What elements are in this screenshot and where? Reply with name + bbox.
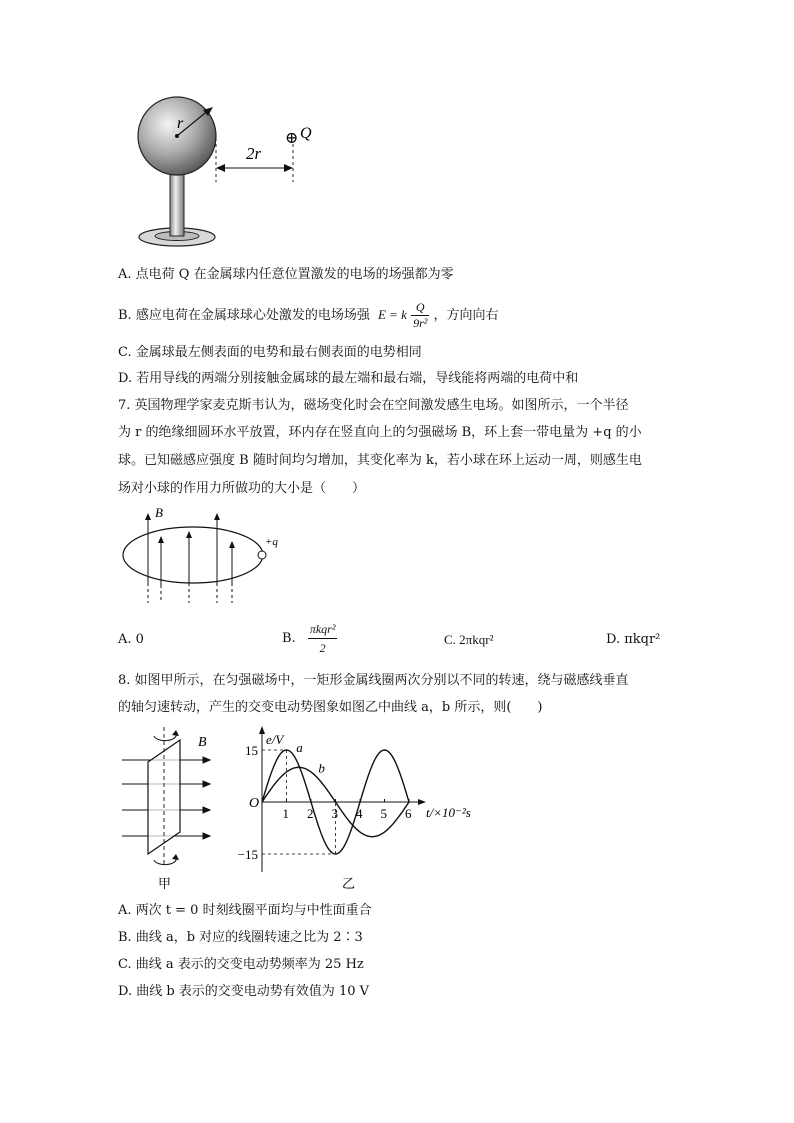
q6-option-b-fraction-num: Q xyxy=(411,300,429,316)
x-tick-label: 5 xyxy=(380,806,387,821)
series-b-label: b xyxy=(318,760,325,776)
q7-option-b-fraction xyxy=(308,620,338,657)
q7-stem-line2: 为 r 的绝缘细圆环水平放置，环内存在竖直向上的匀强磁场 B，环上套一带电量为 +q 的小 xyxy=(118,425,642,440)
q7-stem-line4: 场对小球的作用力所做功的大小是（ ） xyxy=(118,481,366,496)
q6-option-b-suffix: ，方向向右 xyxy=(433,308,499,323)
q6-option-c: C. 金属球最左侧表面的电势和最右侧表面的电势相同 xyxy=(118,345,422,360)
q8-stem-line1: 8. 如图甲所示，在匀强磁场中，一矩形金属线圈两次分别以不同的转速，绕与磁感线垂直 xyxy=(118,673,629,688)
q7-stem-line1: 7. 英国物理学家麦克斯韦认为，磁场变化时会在空间激发感生电场。如图所示，一个半径 xyxy=(118,398,629,413)
q6-option-b xyxy=(118,300,499,331)
point-charge-symbol: ⊕ xyxy=(285,130,299,147)
q6-option-b-prefix: B. 感应电荷在金属球球心处激发的电场场强 xyxy=(118,308,370,323)
q8-option-d: D. 曲线 b 表示的交变电动势有效值为 10 V xyxy=(118,984,370,999)
x-tick-label: 2 xyxy=(307,806,314,821)
ring-figure xyxy=(115,505,295,605)
coil-b-label: B xyxy=(198,735,207,750)
y-axis-arrowhead xyxy=(259,726,265,734)
charge-label: +q xyxy=(265,536,278,548)
q6-option-d: D. 若用导线的两端分别接触金属球的最左端和最右端，导线能将两端的电荷中和 xyxy=(118,371,579,386)
q8-option-b: B. 曲线 a，b 对应的线圈转速之比为 2∶3 xyxy=(118,930,363,945)
q8-option-c: C. 曲线 a 表示的交变电动势频率为 25 Hz xyxy=(118,957,364,972)
distance-arrowhead-right xyxy=(284,164,293,172)
distance-label: 2r xyxy=(246,144,262,163)
radius-label: r xyxy=(177,115,184,132)
q7-stem-line3: 球。已知磁感应强度 B 随时间均匀增加，其变化率为 k，若小球在环上运动一周，则感生电 xyxy=(118,453,642,468)
x-tick-label: 4 xyxy=(356,806,363,821)
figure-jia-label: 甲 xyxy=(158,876,172,891)
q6-option-b-fraction-den: 9r² xyxy=(413,316,428,330)
q7-option-b-label: B. xyxy=(282,631,296,646)
x-tick-label: 1 xyxy=(282,806,289,821)
q7-option-b-num: πkqr² xyxy=(308,620,338,639)
x-axis-arrowhead xyxy=(418,799,426,805)
rotation-arrowhead-top xyxy=(172,730,179,736)
q8-stem-line2: 的轴匀速转动，产生的交变电动势图象如图乙中曲线 a，b 所示，则( ) xyxy=(118,700,543,715)
x-axis-label: t/×10⁻²s xyxy=(426,805,471,820)
emf-chart xyxy=(230,722,490,894)
series-a-label: a xyxy=(296,740,303,755)
q7-option-d: D. πkqr² xyxy=(606,632,661,647)
x-tick-label: 3 xyxy=(331,806,338,821)
distance-arrowhead-left xyxy=(216,164,225,172)
ring-b-label: B xyxy=(155,505,163,520)
x-tick-label: 6 xyxy=(405,806,412,821)
q6-option-b-formula-left: E = k xyxy=(377,307,407,322)
q8-option-a: A. 两次 t = 0 时刻线圈平面均与中性面重合 xyxy=(118,903,372,918)
insulating-ring xyxy=(123,527,263,583)
q7-option-b xyxy=(282,620,337,657)
charged-ball xyxy=(258,551,266,559)
q6-option-b-fraction xyxy=(411,300,429,331)
figure-yi-label: 乙 xyxy=(342,876,356,891)
y-tick-label: 15 xyxy=(245,743,258,758)
q7-option-b-den: 2 xyxy=(319,641,326,655)
origin-label: O xyxy=(249,796,260,811)
q7-option-c: C. 2πkqr² xyxy=(444,632,494,647)
sphere-figure xyxy=(130,90,340,255)
y-tick-label: −15 xyxy=(237,847,258,862)
stand-rod xyxy=(170,170,184,236)
point-charge-label: Q xyxy=(300,125,312,142)
coil-figure xyxy=(118,722,223,892)
y-axis-label: e/V xyxy=(266,732,284,747)
rotation-arrowhead-bottom xyxy=(172,854,179,860)
q6-option-a: A. 点电荷 Q 在金属球内任意位置激发的电场的场强都为零 xyxy=(118,267,454,282)
q7-option-a: A. 0 xyxy=(118,632,144,647)
